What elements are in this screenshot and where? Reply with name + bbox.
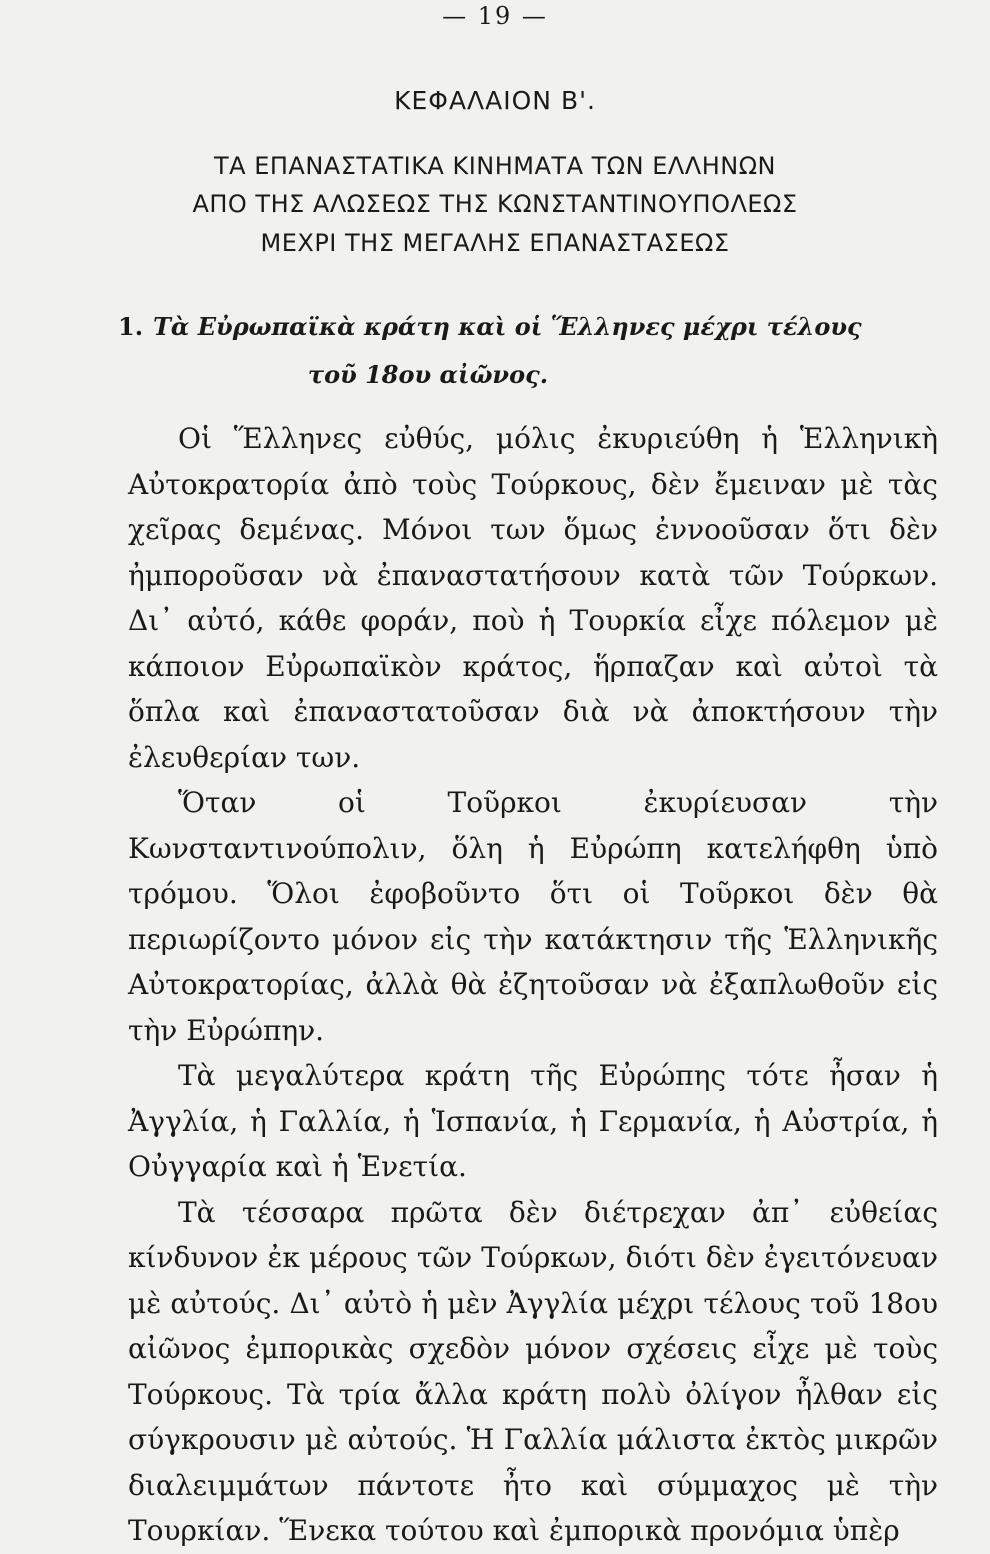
chapter-title-line-3: ΜΕΧΡΙ ΤΗΣ ΜΕΓΑΛΗΣ ΕΠΑΝΑΣΤΑΣΕΩΣ [260,229,730,257]
section-title-line-2: τοῦ 18ου αἰῶνος. [307,360,549,389]
paragraph: Ὅταν οἱ Τοῦρκοι ἐκυρίευσαν τὴν Κωνσταντινούπολιν, ὅλη ἡ Εὐρώπη κατελήφθη ὑπὸ τρόμου. Ὅλοι ἐφοβοῦντο ὅτι οἱ Τοῦρκοι δὲν θὰ περιωρίζοντο μόνον εἰς τὴν κατάκτησιν τῆς Ἑλληνικῆς Αὐτοκρατορίας, ἀλλὰ θὰ ἐζητοῦσαν νὰ ἐξαπλωθοῦν εἰς τὴν Εὐρώπην. [128,786,938,1047]
paragraph: Τὰ μεγαλύτερα κράτη τῆς Εὐρώπης τότε ἦσαν ἡ Ἀγγλία, ἡ Γαλλία, ἡ Ἱσπανία, ἡ Γερμανία, ἡ Αὐστρία, ἡ Οὐγγαρία καὶ ἡ Ἑνετία. [128,1059,938,1183]
chapter-title-line-1: ΤΑ ΕΠΑΝΑΣΤΑΤΙΚΑ ΚΙΝΗΜΑΤΑ ΤΩΝ ΕΛΛΗΝΩΝ [214,152,776,180]
body-text [128,416,938,1554]
paragraph: Οἱ Ἕλληνες εὐθύς, μόλις ἐκυριεύθη ἡ Ἑλληνικὴ Αὐτοκρατορία ἀπὸ τοὺς Τούρκους, δὲν ἔμειναν μὲ τὰς χεῖρας δεμένας. Μόνοι των ὅμως ἐννοοῦσαν ὅτι δὲν ἠμποροῦσαν νὰ ἐπαναστατήσουν κατὰ τῶν Τούρκων. Δι᾽ αὐτό, κάθε φοράν, ποὺ ἡ Τουρκία εἶχε πόλεμον μὲ κάποιον Εὐρωπαϊκὸν κράτος, ἥρπαζαν καὶ αὐτοὶ τὰ ὅπλα καὶ ἐπαναστατοῦσαν διὰ νὰ ἀποκτήσουν τὴν ἐλευθερίαν των. [128,422,938,774]
section-title-line-1: Τὰ Εὐρωπαϊκὰ κράτη καὶ οἱ Ἕλληνες μέχρι τέλους [153,312,862,341]
paragraph: Τὰ τέσσαρα πρῶτα δὲν διέτρεχαν ἀπ᾽ εὐθείας κίνδυνον ἐκ μέρους τῶν Τούρκων, διότι δὲν ἐγειτόνευαν μὲ αὐτούς. Δι᾽ αὐτὸ ἡ μὲν Ἀγγλία μέχρι τέλους τοῦ 18ου αἰῶνος ἐμπορικὰς σχεδὸν μόνον σχέσεις εἶχε μὲ τοὺς Τούρκους. Τὰ τρία ἄλλα κράτη πολὺ ὀλίγον ἦλθαν εἰς σύγκρουσιν μὲ αὐτούς. Ἡ Γαλλία μάλιστα ἐκτὸς μικρῶν διαλειμμάτων πάντοτε ἦτο καὶ σύμμαχος μὲ τὴν Τουρκίαν. Ἕνεκα τούτου καὶ ἐμπορικὰ προνόμια ὑπὲρ [128,1195,938,1547]
section-number: 1. [118,312,144,341]
page-number: — 19 — [442,2,548,30]
section-heading [118,303,938,399]
chapter-heading: ΚΕΦΑΛΑΙΟΝ Β'. [394,86,596,115]
chapter-title-line-2: ΑΠΟ ΤΗΣ ΑΛΩΣΕΩΣ ΤΗΣ ΚΩΝΣΤΑΝΤΙΝΟΥΠΟΛΕΩΣ [192,190,798,218]
